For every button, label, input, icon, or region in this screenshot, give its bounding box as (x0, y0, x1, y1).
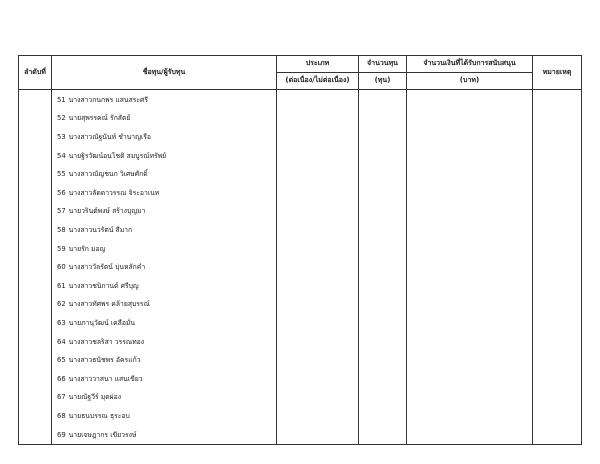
name-cell (52, 220, 277, 239)
table-row (19, 146, 582, 165)
count-cell (359, 109, 407, 128)
recipient-name: นายวรินต์พงษ์ สร้างบุญมา (68, 207, 146, 216)
header-amount-sub: (บาท) (407, 73, 533, 90)
type-cell (277, 425, 359, 445)
type-cell (277, 276, 359, 295)
count-cell (359, 406, 407, 425)
count-cell (359, 164, 407, 183)
row-number: 61 (57, 281, 66, 290)
recipient-name: นางสาววัลรัตน์ บุ่นหลักคำ (68, 263, 146, 272)
row-number: 65 (57, 356, 66, 365)
table-row (19, 220, 582, 239)
amount-cell (407, 164, 533, 183)
count-cell (359, 146, 407, 165)
name-cell (52, 127, 277, 146)
recipient-name: นายฐิรวัฒน์อนโชติ สมบูรณ์ทรัพย์ (68, 151, 167, 160)
row-number: 69 (57, 430, 66, 439)
grant-recipient-table (18, 55, 582, 445)
order-cell (19, 350, 52, 369)
amount-cell (407, 90, 533, 109)
remark-cell (533, 90, 582, 109)
type-cell (277, 313, 359, 332)
recipient-name: นางสาวลัดดาวรรณ จิระอาเนท (68, 188, 160, 197)
order-cell (19, 183, 52, 202)
amount-cell (407, 183, 533, 202)
order-cell (19, 425, 52, 445)
row-number: 68 (57, 411, 66, 420)
count-cell (359, 127, 407, 146)
table-row (19, 109, 582, 128)
remark-cell (533, 332, 582, 351)
recipient-name: นางสาวธนัชพร อัครแก้ว (68, 356, 141, 365)
header-remark: หมายเหตุ (533, 56, 582, 90)
order-cell (19, 332, 52, 351)
recipient-name: นางสาวณัฐนันท์ ชำนาญเรือ (68, 132, 151, 141)
order-cell (19, 220, 52, 239)
type-cell (277, 239, 359, 258)
remark-cell (533, 313, 582, 332)
row-number: 62 (57, 300, 66, 309)
header-amount: จำนวนเงินที่ได้รับการสนับสนุน (407, 56, 533, 73)
count-cell (359, 90, 407, 109)
remark-cell (533, 369, 582, 388)
remark-cell (533, 220, 582, 239)
order-cell (19, 127, 52, 146)
header-type-sub: (ต่อเนื่อง/ไม่ต่อเนื่อง) (277, 73, 359, 90)
order-cell (19, 164, 52, 183)
order-cell (19, 202, 52, 221)
count-cell (359, 425, 407, 445)
table-row (19, 276, 582, 295)
remark-cell (533, 388, 582, 407)
amount-cell (407, 388, 533, 407)
table-row (19, 369, 582, 388)
type-cell (277, 109, 359, 128)
amount-cell (407, 239, 533, 258)
count-cell (359, 295, 407, 314)
table-row (19, 257, 582, 276)
amount-cell (407, 220, 533, 239)
amount-cell (407, 350, 533, 369)
type-cell (277, 350, 359, 369)
remark-cell (533, 202, 582, 221)
remark-cell (533, 350, 582, 369)
order-cell (19, 313, 52, 332)
order-cell (19, 239, 52, 258)
header-row (19, 56, 582, 73)
row-number: 57 (57, 207, 66, 216)
table-row (19, 239, 582, 258)
recipient-name: นางสาวชนิกานต์ ศรีบุญ (68, 281, 139, 290)
order-cell (19, 109, 52, 128)
table-body (19, 90, 582, 445)
order-cell (19, 90, 52, 109)
recipient-name: นายเจษฎากร เขียวรงษ์ (68, 430, 137, 439)
row-number: 55 (57, 170, 66, 179)
name-cell (52, 164, 277, 183)
order-cell (19, 257, 52, 276)
amount-cell (407, 202, 533, 221)
recipient-name: นายรัก มอญ (68, 244, 106, 253)
name-cell (52, 257, 277, 276)
row-number: 54 (57, 151, 66, 160)
row-number: 51 (57, 95, 66, 104)
table-row (19, 90, 582, 109)
amount-cell (407, 295, 533, 314)
header-type: ประเภท (277, 56, 359, 73)
row-number: 67 (57, 393, 66, 402)
row-number: 60 (57, 263, 66, 272)
row-number: 59 (57, 244, 66, 253)
name-cell (52, 388, 277, 407)
order-cell (19, 276, 52, 295)
order-cell (19, 295, 52, 314)
name-cell (52, 425, 277, 445)
name-cell (52, 406, 277, 425)
order-cell (19, 146, 52, 165)
row-number: 58 (57, 225, 66, 234)
type-cell (277, 90, 359, 109)
count-cell (359, 332, 407, 351)
type-cell (277, 146, 359, 165)
type-cell (277, 127, 359, 146)
header-count-sub: (ทุน) (359, 73, 407, 90)
table-row (19, 313, 582, 332)
name-cell (52, 369, 277, 388)
recipient-name: นางสาวทัศพร คล้ายสุบรรณ์ (68, 300, 150, 309)
table-row (19, 183, 582, 202)
table-row (19, 406, 582, 425)
order-cell (19, 369, 52, 388)
table-row (19, 202, 582, 221)
remark-cell (533, 257, 582, 276)
recipient-name: นายภานุวัฒน์ เคลือมั่น (68, 318, 136, 327)
recipient-name: นางสาววาสนา แสนเขียว (68, 374, 143, 383)
name-cell (52, 90, 277, 109)
amount-cell (407, 369, 533, 388)
count-cell (359, 313, 407, 332)
remark-cell (533, 109, 582, 128)
recipient-name: นายธนบรรณ ธุระอบ (68, 411, 130, 420)
name-cell (52, 313, 277, 332)
remark-cell (533, 276, 582, 295)
name-cell (52, 332, 277, 351)
count-cell (359, 202, 407, 221)
remark-cell (533, 127, 582, 146)
table-row (19, 295, 582, 314)
count-cell (359, 257, 407, 276)
amount-cell (407, 146, 533, 165)
order-cell (19, 388, 52, 407)
row-number: 52 (57, 114, 66, 123)
count-cell (359, 220, 407, 239)
count-cell (359, 239, 407, 258)
type-cell (277, 406, 359, 425)
row-number: 56 (57, 188, 66, 197)
name-cell (52, 276, 277, 295)
amount-cell (407, 257, 533, 276)
row-number: 63 (57, 318, 66, 327)
amount-cell (407, 109, 533, 128)
count-cell (359, 350, 407, 369)
row-number: 53 (57, 132, 66, 141)
type-cell (277, 183, 359, 202)
type-cell (277, 164, 359, 183)
remark-cell (533, 164, 582, 183)
table-row (19, 425, 582, 445)
amount-cell (407, 313, 533, 332)
count-cell (359, 388, 407, 407)
row-number: 66 (57, 374, 66, 383)
table-row (19, 388, 582, 407)
remark-cell (533, 425, 582, 445)
type-cell (277, 369, 359, 388)
table-row (19, 350, 582, 369)
type-cell (277, 202, 359, 221)
name-cell (52, 239, 277, 258)
recipient-name: นางสาวกนกพร แสนสระศรี (68, 95, 148, 104)
remark-cell (533, 146, 582, 165)
amount-cell (407, 127, 533, 146)
count-cell (359, 369, 407, 388)
name-cell (52, 295, 277, 314)
header-name: ชื่อทุน/ผู้รับทุน (52, 56, 277, 90)
amount-cell (407, 406, 533, 425)
name-cell (52, 146, 277, 165)
table-row (19, 332, 582, 351)
remark-cell (533, 183, 582, 202)
recipient-name: นางสาวชลริสา วรรณทอง (68, 337, 145, 346)
recipient-name: นายณัฐวีร์ มุดผ่อง (68, 393, 122, 402)
amount-cell (407, 425, 533, 445)
header-count: จำนวนทุน (359, 56, 407, 73)
name-cell (52, 183, 277, 202)
order-cell (19, 406, 52, 425)
type-cell (277, 257, 359, 276)
recipient-name: นางสาวณัญชนก วิเศษศักดิ์ (68, 170, 148, 179)
remark-cell (533, 295, 582, 314)
table-row (19, 164, 582, 183)
type-cell (277, 388, 359, 407)
type-cell (277, 332, 359, 351)
header-order: ลำดับที่ (19, 56, 52, 90)
name-cell (52, 350, 277, 369)
grant-table-container (18, 55, 582, 445)
table-row (19, 127, 582, 146)
remark-cell (533, 239, 582, 258)
name-cell (52, 202, 277, 221)
type-cell (277, 295, 359, 314)
remark-cell (533, 406, 582, 425)
count-cell (359, 183, 407, 202)
name-cell (52, 109, 277, 128)
count-cell (359, 276, 407, 295)
recipient-name: นางสาวนวรัตน์ สีมาก (68, 225, 133, 234)
recipient-name: นายสุพรรคณ์ รักสัตย์ (68, 114, 131, 123)
row-number: 64 (57, 337, 66, 346)
amount-cell (407, 332, 533, 351)
amount-cell (407, 276, 533, 295)
type-cell (277, 220, 359, 239)
